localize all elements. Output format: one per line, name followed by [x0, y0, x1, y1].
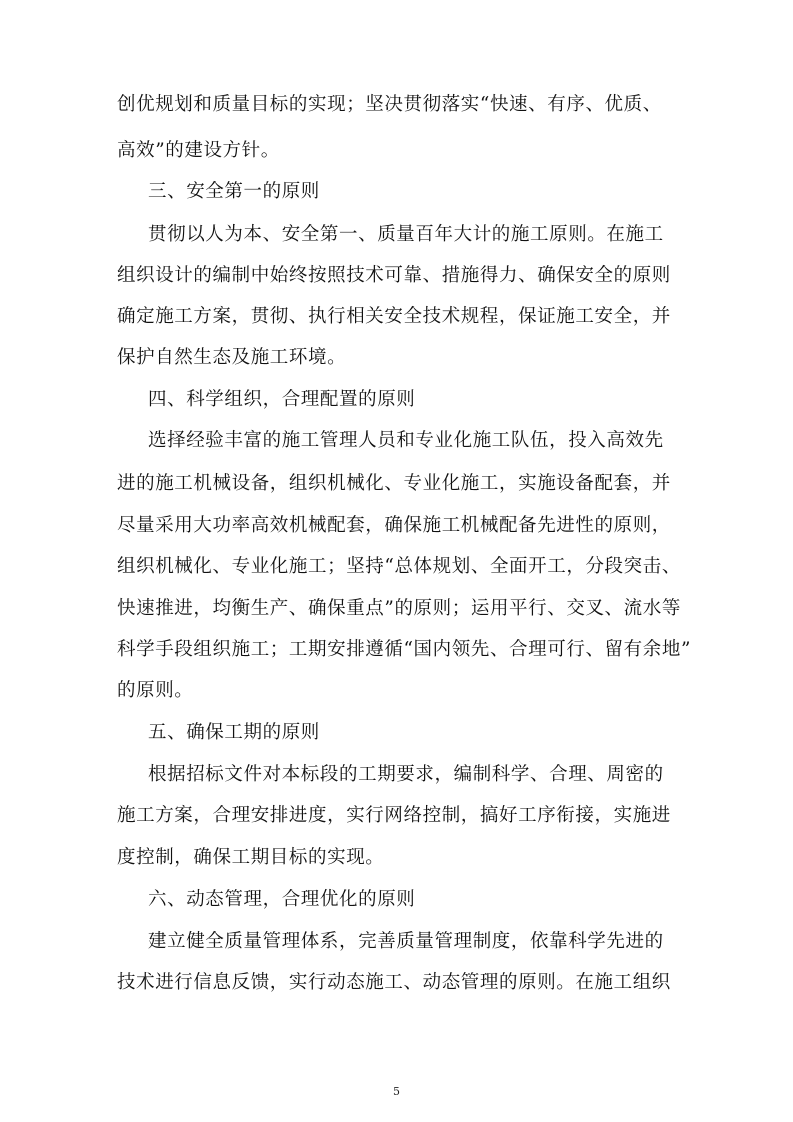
- body-text-line: 建立健全质量管理体系，完善质量管理制度，依靠科学先进的: [148, 931, 664, 952]
- body-text-line: 贯彻以人为本、安全第一、质量百年大计的施工原则。在施工: [148, 224, 664, 245]
- page-number: 5: [393, 1085, 400, 1098]
- body-text-line: 确定施工方案，贯彻、执行相关安全技术规程，保证施工安全，并: [117, 306, 671, 327]
- body-text-line: 施工方案，合理安排进度，实行网络控制，搞好工序衔接，实施进: [117, 805, 671, 826]
- section-heading: 三、安全第一的原则: [148, 181, 320, 202]
- body-text-line: 进的施工机械设备，组织机械化、专业化施工，实施设备配套，并: [117, 473, 671, 494]
- body-text-line: 组织机械化、专业化施工；坚持“总体规划、全面开工，分段突击、: [117, 556, 681, 577]
- section-heading: 四、科学组织，合理配置的原则: [148, 389, 416, 410]
- body-text-line: 根据招标文件对本标段的工期要求，编制科学、合理、周密的: [148, 764, 664, 785]
- section-heading: 五、确保工期的原则: [148, 722, 320, 743]
- body-text-line: 快速推进，均衡生产、确保重点”的原则；运用平行、交叉、流水等: [117, 598, 681, 619]
- body-text-line: 的原则。: [117, 680, 194, 701]
- body-text-line: 高效”的建设方针。: [117, 140, 280, 161]
- body-text-line: 组织设计的编制中始终按照技术可靠、措施得力、确保安全的原则: [117, 265, 671, 286]
- body-text-line: 技术进行信息反馈，实行动态施工、动态管理的原则。在施工组织: [117, 972, 671, 993]
- body-text-line: 选择经验丰富的施工管理人员和专业化施工队伍，投入高效先: [148, 430, 664, 451]
- body-text-line: 科学手段组织施工；工期安排遵循“国内领先、合理可行、留有余地”: [117, 639, 692, 660]
- body-text-line: 保护自然生态及施工环境。: [117, 347, 347, 368]
- body-text-line: 度控制，确保工期目标的实现。: [117, 847, 385, 868]
- body-text-line: 尽量采用大功率高效机械配套，确保施工机械配备先进性的原则，: [117, 515, 671, 536]
- body-text-line: 创优规划和质量目标的实现；坚决贯彻落实“快速、有序、优质、: [117, 94, 662, 115]
- section-heading: 六、动态管理，合理优化的原则: [148, 889, 416, 910]
